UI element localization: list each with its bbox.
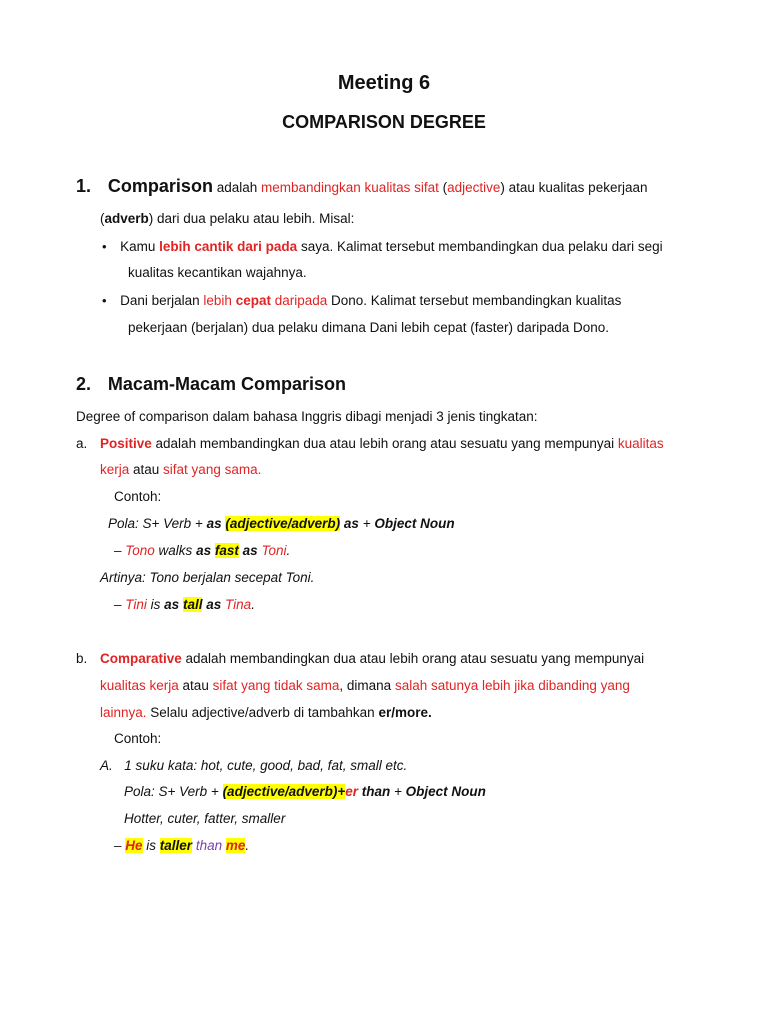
section1-line1: 1. Comparison adalah membandingkan kualitas sifat (adjective) atau kualitas pekerjaan [76,176,648,196]
section2-intro: Degree of comparison dalam bahasa Inggris dibagi menjadi 3 jenis tingkatan: [76,409,538,424]
item-a-artinya: Artinya: Tono berjalan secepat Toni. [100,570,315,585]
item-a-line2: kerja atau sifat yang sama. [100,462,262,477]
item-b-line2: kualitas kerja atau sifat yang tidak sama, dimana salah satunya lebih jika dibanding yang [100,678,630,693]
bullet-item: • Dani berjalan lebih cepat daripada Dono. Kalimat tersebut membandingkan kualitas [102,293,622,308]
bullet-continuation: kualitas kecantikan wajahnya. [128,265,307,280]
item-b-line3: lainnya. Selalu adjective/adverb di tambahkan er/more. [100,705,432,720]
section2-number: 2. [76,374,92,394]
item-a-line1: Positive adalah membandingkan dua atau lebih orang atau sesuatu yang mempunyai kualitas [100,436,664,451]
page-subtitle: COMPARISON DEGREE [282,112,486,132]
item-b-pola: Pola: S+ Verb + (adjective/adverb)+er than + Object Noun [124,784,486,799]
item-b-contoh: Contoh: [114,731,162,746]
item-a-pola: Pola: S+ Verb + as (adjective/adverb) as + Object Noun [108,516,455,531]
section1-heading: Comparison [107,176,213,196]
bullet-icon: • [102,239,107,254]
item-b-examples: Hotter, cuter, fatter, smaller [124,811,286,826]
item-b-example: – He is taller than me. [114,838,250,853]
item-b-subA: A. 1 suku kata: hot, cute, good, bad, fat, small etc. [100,758,408,773]
bullet-continuation: pekerjaan (berjalan) dua pelaku dimana Dani lebih cepat (faster) daripada Dono. [128,320,610,335]
item-a-example2: – Tini is as tall as Tina. [114,597,255,612]
item-a-contoh: Contoh: [114,489,162,504]
page-title: Meeting 6 [337,72,431,94]
bullet-icon: • [102,293,107,308]
item-a-letter: a. [76,436,88,451]
section1-line2: (adverb) dari dua pelaku atau lebih. Misal: [100,211,355,226]
item-a-example1: – Tono walks as fast as Toni. [114,543,291,558]
section2-heading: Macam-Macam Comparison [107,374,346,394]
section1-number: 1. [76,176,92,196]
item-b-letter: b. [76,651,88,666]
item-b-line1: Comparative adalah membandingkan dua atau lebih orang atau sesuatu yang mempunyai [100,651,645,666]
bullet-item: • Kamu lebih cantik dari pada saya. Kalimat tersebut membandingkan dua pelaku dari segi [102,239,663,254]
section2-header [76,374,346,395]
